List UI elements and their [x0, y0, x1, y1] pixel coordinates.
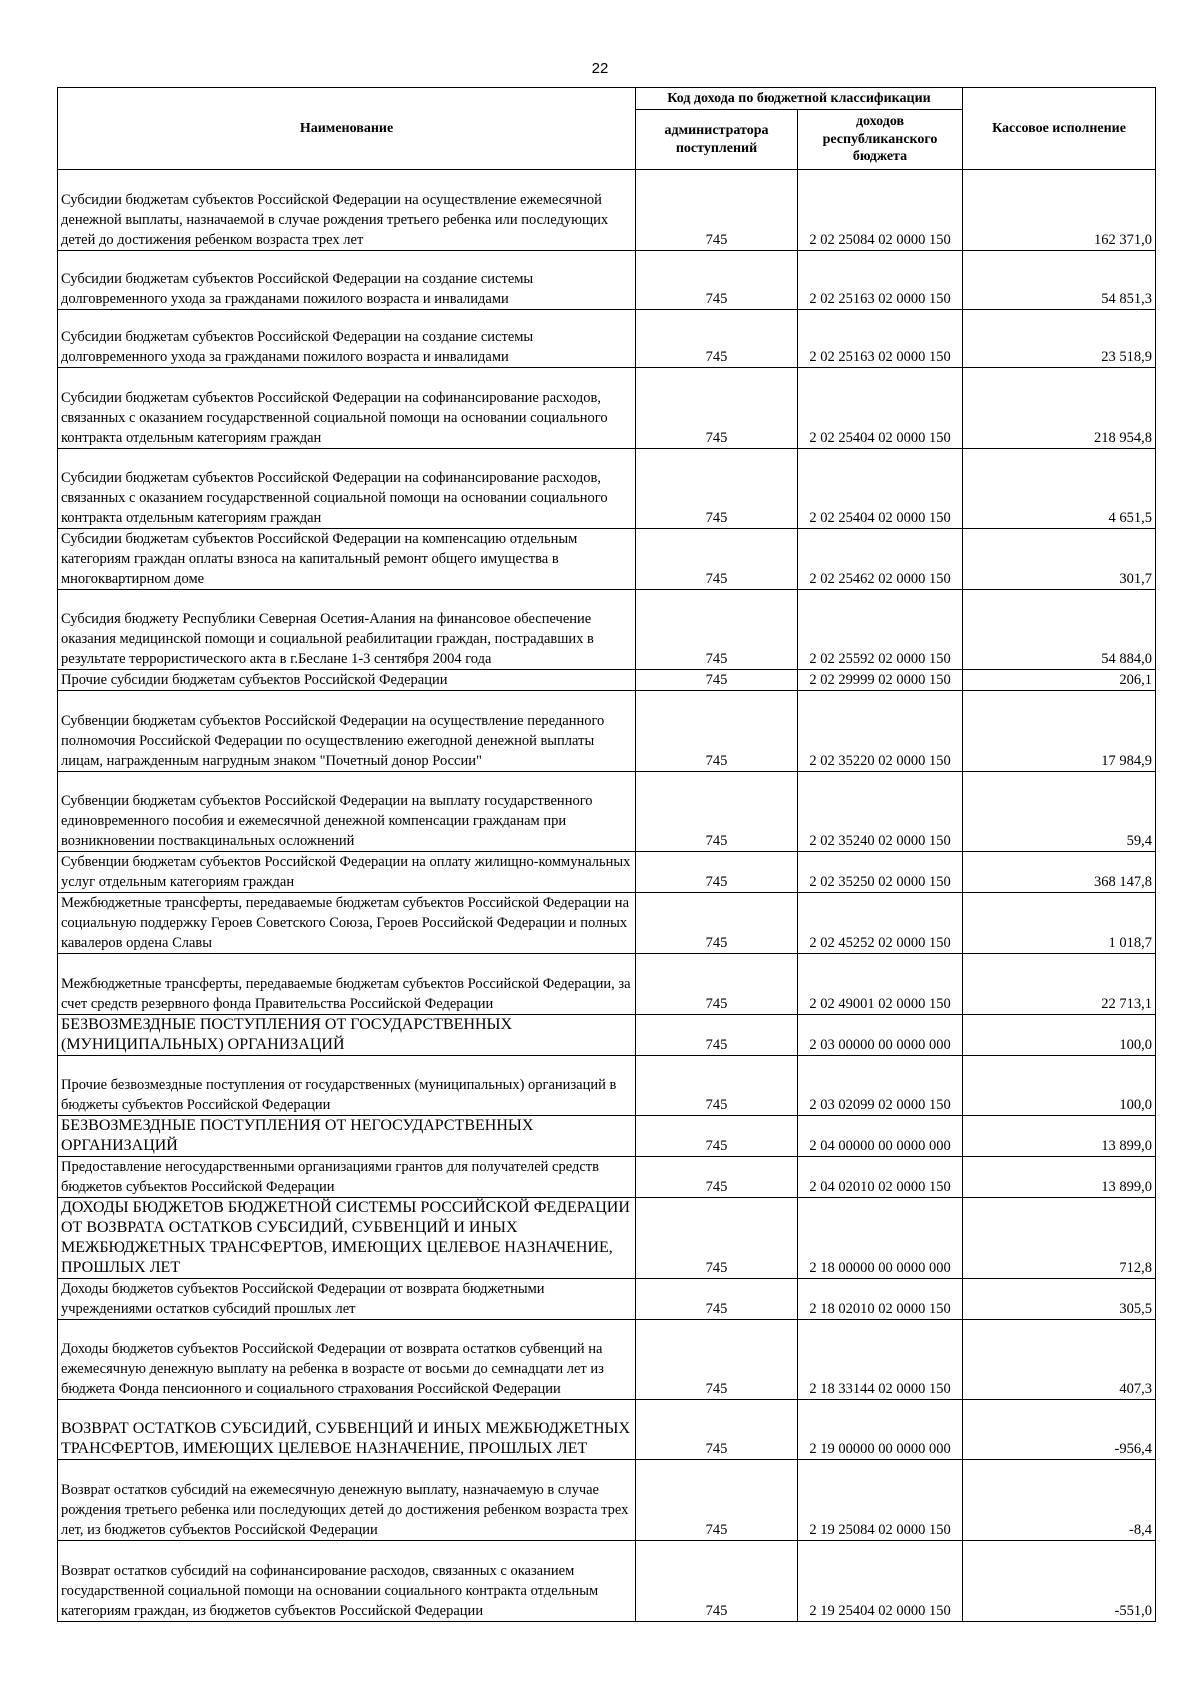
row-admin-code: 745: [636, 954, 798, 1015]
row-revenue-code: 2 02 25462 02 0000 150: [798, 529, 963, 590]
row-name: Субсидии бюджетам субъектов Российской Федерации на создание системы долговременного ухода за гражданами пожилого возраста и инвалидами: [58, 251, 636, 310]
row-amount: 100,0: [963, 1056, 1156, 1116]
table-row: [58, 449, 1156, 529]
row-name: Предоставление негосударственными организациями грантов для получателей средств бюджетов субъектов Российской Федерации: [58, 1157, 636, 1198]
row-revenue-code: 2 19 25404 02 0000 150: [798, 1541, 963, 1622]
row-revenue-code: 2 18 02010 02 0000 150: [798, 1279, 963, 1320]
table-row: [58, 1157, 1156, 1198]
row-amount: 1 018,7: [963, 893, 1156, 954]
row-name: ВОЗВРАТ ОСТАТКОВ СУБСИДИЙ, СУБВЕНЦИЙ И ИНЫХ МЕЖБЮДЖЕТНЫХ ТРАНСФЕРТОВ, ИМЕЮЩИХ ЦЕЛЕВОЕ НАЗНАЧЕНИЕ, ПРОШЛЫХ ЛЕТ: [58, 1400, 636, 1460]
row-revenue-code: 2 02 49001 02 0000 150: [798, 954, 963, 1015]
table-row: [58, 1541, 1156, 1622]
row-admin-code: 745: [636, 1400, 798, 1460]
table-row: [58, 691, 1156, 772]
row-revenue-code: 2 02 25163 02 0000 150: [798, 251, 963, 310]
row-amount: 23 518,9: [963, 310, 1156, 368]
row-revenue-code: 2 02 25404 02 0000 150: [798, 368, 963, 449]
row-admin-code: 745: [636, 1320, 798, 1400]
table-row: [58, 954, 1156, 1015]
header-admin: администратора поступлений: [636, 110, 798, 170]
row-name: Субсидии бюджетам субъектов Российской Федерации на создание системы долговременного ухода за гражданами пожилого возраста и инвалидами: [58, 310, 636, 368]
table-row: [58, 893, 1156, 954]
row-amount: 218 954,8: [963, 368, 1156, 449]
row-name: Доходы бюджетов субъектов Российской Федерации от возврата бюджетными учреждениями остатков субсидий прошлых лет: [58, 1279, 636, 1320]
row-name: Субвенции бюджетам субъектов Российской Федерации на оплату жилищно-коммунальных услуг отдельным категориям граждан: [58, 852, 636, 893]
row-amount: -956,4: [963, 1400, 1156, 1460]
row-revenue-code: 2 18 00000 00 0000 000: [798, 1198, 963, 1279]
row-admin-code: 745: [636, 1116, 798, 1157]
row-admin-code: 745: [636, 529, 798, 590]
row-revenue-code: 2 02 25163 02 0000 150: [798, 310, 963, 368]
table-row: [58, 772, 1156, 852]
row-admin-code: 745: [636, 170, 798, 251]
row-amount: -551,0: [963, 1541, 1156, 1622]
table-row: [58, 852, 1156, 893]
page-number: 22: [591, 60, 609, 77]
row-admin-code: 745: [636, 449, 798, 529]
row-revenue-code: 2 02 25404 02 0000 150: [798, 449, 963, 529]
row-name: Субвенции бюджетам субъектов Российской Федерации на выплату государственного единовременного пособия и ежемесячной денежной компенсации гражданам при возникновении поствакцинальных осложнений: [58, 772, 636, 852]
row-revenue-code: 2 03 00000 00 0000 000: [798, 1015, 963, 1056]
row-admin-code: 745: [636, 310, 798, 368]
header-code-group: Код дохода по бюджетной классификации: [636, 88, 963, 110]
table-row: [58, 368, 1156, 449]
row-revenue-code: 2 02 35250 02 0000 150: [798, 852, 963, 893]
row-amount: 13 899,0: [963, 1157, 1156, 1198]
row-admin-code: 745: [636, 852, 798, 893]
row-revenue-code: 2 04 02010 02 0000 150: [798, 1157, 963, 1198]
row-revenue-code: 2 02 29999 02 0000 150: [798, 670, 963, 691]
row-admin-code: 745: [636, 691, 798, 772]
header-name: Наименование: [58, 88, 636, 170]
row-amount: 54 884,0: [963, 590, 1156, 670]
header-revenue: доходов республиканского бюджета: [798, 110, 963, 170]
row-revenue-code: 2 02 45252 02 0000 150: [798, 893, 963, 954]
row-admin-code: 745: [636, 1541, 798, 1622]
row-name: Субсидии бюджетам субъектов Российской Федерации на осуществление ежемесячной денежной выплаты, назначаемой в случае рождения третьего ребенка или последующих детей до достижения ребенком возраста трех лет: [58, 170, 636, 251]
row-revenue-code: 2 03 02099 02 0000 150: [798, 1056, 963, 1116]
row-admin-code: 745: [636, 1157, 798, 1198]
row-name: Субсидии бюджетам субъектов Российской Федерации на компенсацию отдельным категориям граждан оплаты взноса на капитальный ремонт общего имущества в многоквартирном доме: [58, 529, 636, 590]
row-revenue-code: 2 02 25592 02 0000 150: [798, 590, 963, 670]
table-row: [58, 1056, 1156, 1116]
table-row: [58, 1279, 1156, 1320]
table-row: [58, 1320, 1156, 1400]
row-amount: 22 713,1: [963, 954, 1156, 1015]
row-name: Межбюджетные трансферты, передаваемые бюджетам субъектов Российской Федерации на социальную поддержку Героев Советского Союза, Героев Российской Федерации и полных кавалеров ордена Славы: [58, 893, 636, 954]
row-name: БЕЗВОЗМЕЗДНЫЕ ПОСТУПЛЕНИЯ ОТ ГОСУДАРСТВЕННЫХ (МУНИЦИПАЛЬНЫХ) ОРГАНИЗАЦИЙ: [58, 1015, 636, 1056]
row-amount: 59,4: [963, 772, 1156, 852]
table-row: [58, 310, 1156, 368]
row-name: БЕЗВОЗМЕЗДНЫЕ ПОСТУПЛЕНИЯ ОТ НЕГОСУДАРСТВЕННЫХ ОРГАНИЗАЦИЙ: [58, 1116, 636, 1157]
table-row: [58, 1015, 1156, 1056]
row-amount: 4 651,5: [963, 449, 1156, 529]
row-name: ДОХОДЫ БЮДЖЕТОВ БЮДЖЕТНОЙ СИСТЕМЫ РОССИЙСКОЙ ФЕДЕРАЦИИ ОТ ВОЗВРАТА ОСТАТКОВ СУБСИДИЙ, СУБВЕНЦИЙ И ИНЫХ МЕЖБЮДЖЕТНЫХ ТРАНСФЕРТОВ, ИМЕЮЩИХ ЦЕЛЕВОЕ НАЗНАЧЕНИЕ, ПРОШЛЫХ ЛЕТ: [58, 1198, 636, 1279]
row-amount: 712,8: [963, 1198, 1156, 1279]
table-row: [58, 170, 1156, 251]
row-amount: 54 851,3: [963, 251, 1156, 310]
row-name: Доходы бюджетов субъектов Российской Федерации от возврата остатков субвенций на ежемесячную денежную выплату на ребенка в возрасте от восьми до семнадцати лет из бюджета Фонда пенсионного и социального страхования Российской Федерации: [58, 1320, 636, 1400]
row-amount: 407,3: [963, 1320, 1156, 1400]
row-admin-code: 745: [636, 1015, 798, 1056]
row-amount: -8,4: [963, 1460, 1156, 1541]
row-admin-code: 745: [636, 368, 798, 449]
row-revenue-code: 2 18 33144 02 0000 150: [798, 1320, 963, 1400]
row-admin-code: 745: [636, 1279, 798, 1320]
row-revenue-code: 2 02 35220 02 0000 150: [798, 691, 963, 772]
header-amount: Кассовое исполнение: [963, 88, 1156, 170]
row-admin-code: 745: [636, 670, 798, 691]
row-revenue-code: 2 19 25084 02 0000 150: [798, 1460, 963, 1541]
row-amount: 100,0: [963, 1015, 1156, 1056]
row-name: Возврат остатков субсидий на ежемесячную денежную выплату, назначаемую в случае рождения третьего ребенка или последующих детей до достижения ребенком возраста трех лет, из бюджетов субъектов Российской Федерации: [58, 1460, 636, 1541]
table-row: [58, 590, 1156, 670]
table-row: [58, 1460, 1156, 1541]
row-name: Межбюджетные трансферты, передаваемые бюджетам субъектов Российской Федерации, за счет средств резервного фонда Правительства Российской Федерации: [58, 954, 636, 1015]
row-name: Возврат остатков субсидий на софинансирование расходов, связанных с оказанием государственной социальной помощи на основании социального контракта отдельным категориям граждан, из бюджетов субъектов Российской Федерации: [58, 1541, 636, 1622]
table-row: [58, 1198, 1156, 1279]
row-amount: 17 984,9: [963, 691, 1156, 772]
row-name: Прочие безвозмездные поступления от государственных (муниципальных) организаций в бюджеты субъектов Российской Федерации: [58, 1056, 636, 1116]
row-admin-code: 745: [636, 1056, 798, 1116]
row-admin-code: 745: [636, 772, 798, 852]
table-row: [58, 1116, 1156, 1157]
row-amount: 301,7: [963, 529, 1156, 590]
row-amount: 206,1: [963, 670, 1156, 691]
row-amount: 368 147,8: [963, 852, 1156, 893]
row-amount: 13 899,0: [963, 1116, 1156, 1157]
row-revenue-code: 2 19 00000 00 0000 000: [798, 1400, 963, 1460]
row-amount: 162 371,0: [963, 170, 1156, 251]
row-admin-code: 745: [636, 1460, 798, 1541]
table-row: [58, 1400, 1156, 1460]
row-name: Субсидия бюджету Республики Северная Осетия-Алания на финансовое обеспечение оказания медицинской помощи и социальной реабилитации граждан, пострадавших в результате террористического акта в г.Беслане 1-3 сентября 2004 года: [58, 590, 636, 670]
row-admin-code: 745: [636, 893, 798, 954]
row-name: Субсидии бюджетам субъектов Российской Федерации на софинансирование расходов, связанных с оказанием государственной социальной помощи на основании социального контракта отдельным категориям граждан: [58, 368, 636, 449]
row-name: Субсидии бюджетам субъектов Российской Федерации на софинансирование расходов, связанных с оказанием государственной социальной помощи на основании социального контракта отдельным категориям граждан: [58, 449, 636, 529]
row-admin-code: 745: [636, 590, 798, 670]
row-amount: 305,5: [963, 1279, 1156, 1320]
row-revenue-code: 2 02 35240 02 0000 150: [798, 772, 963, 852]
table-row: [58, 670, 1156, 691]
row-admin-code: 745: [636, 1198, 798, 1279]
row-revenue-code: 2 02 25084 02 0000 150: [798, 170, 963, 251]
row-name: Прочие субсидии бюджетам субъектов Российской Федерации: [58, 670, 636, 691]
row-revenue-code: 2 04 00000 00 0000 000: [798, 1116, 963, 1157]
table-row: [58, 251, 1156, 310]
row-admin-code: 745: [636, 251, 798, 310]
revenue-table: [57, 87, 1156, 1622]
row-name: Субвенции бюджетам субъектов Российской Федерации на осуществление переданного полномочия Российской Федерации по осуществлению ежегодной денежной выплаты лицам, награжденным нагрудным знаком "Почетный донор России": [58, 691, 636, 772]
table-row: [58, 529, 1156, 590]
